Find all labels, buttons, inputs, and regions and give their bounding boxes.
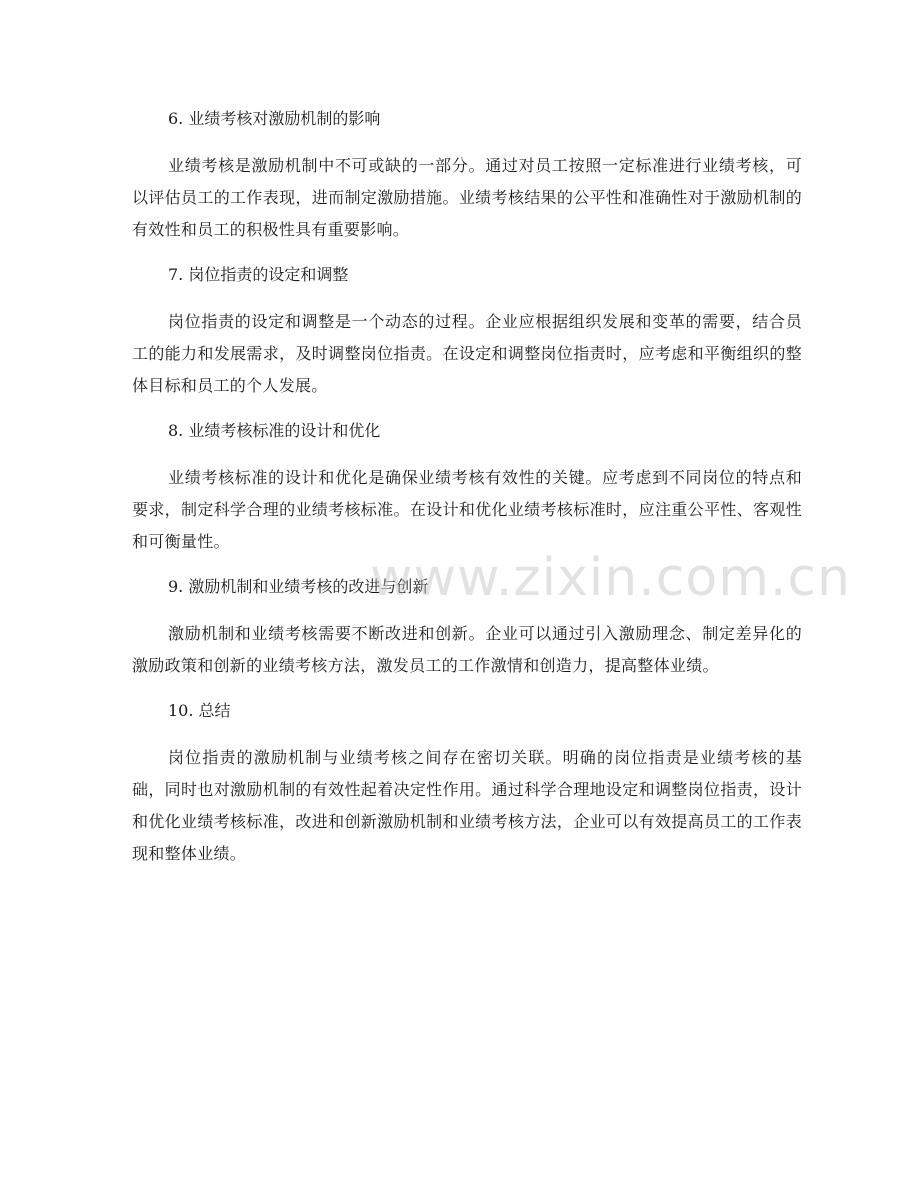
section-9 — [132, 572, 802, 682]
section-heading: 8. 业绩考核标准的设计和优化 — [168, 421, 381, 440]
section-paragraph: 业绩考核是激励机制中不可或缺的一部分。通过对员工按照一定标准进行业绩考核，可以评估员工的工作表现，进而制定激励措施。业绩考核结果的公平性和准确性对于激励机制的有效性和员工的积极性具有重要影响。 — [132, 156, 802, 239]
section-7 — [132, 260, 802, 402]
section-paragraph: 岗位指责的设定和调整是一个动态的过程。企业应根据组织发展和变革的需要，结合员工的能力和发展需求，及时调整岗位指责。在设定和调整岗位指责时，应考虑和平衡组织的整体目标和员工的个人发展。 — [132, 312, 802, 395]
watermark: www.zixin.com.cn — [370, 548, 851, 608]
section-paragraph: 业绩考核标准的设计和优化是确保业绩考核有效性的关键。应考虑到不同岗位的特点和要求，制定科学合理的业绩考核标准。在设计和优化业绩考核标准时，应注重公平性、客观性和可衡量性。 — [132, 468, 802, 551]
section-heading: 9. 激励机制和业绩考核的改进与创新 — [168, 577, 429, 596]
section-paragraph: 岗位指责的激励机制与业绩考核之间存在密切关联。明确的岗位指责是业绩考核的基础，同时也对激励机制的有效性起着决定性作用。通过科学合理地设定和调整岗位指责，设计和优化业绩考核标准，改进和创新激励机制和业绩考核方法，企业可以有效提高员工的工作表现和整体业绩。 — [132, 748, 802, 863]
document-body — [132, 104, 802, 884]
section-heading: 10. 总结 — [168, 701, 231, 720]
section-8 — [132, 416, 802, 558]
section-heading: 6. 业绩考核对激励机制的影响 — [168, 109, 381, 128]
section-10 — [132, 696, 802, 870]
section-6 — [132, 104, 802, 246]
section-heading: 7. 岗位指责的设定和调整 — [168, 265, 349, 284]
section-paragraph: 激励机制和业绩考核需要不断改进和创新。企业可以通过引入激励理念、制定差异化的激励政策和创新的业绩考核方法，激发员工的工作激情和创造力，提高整体业绩。 — [132, 624, 802, 675]
